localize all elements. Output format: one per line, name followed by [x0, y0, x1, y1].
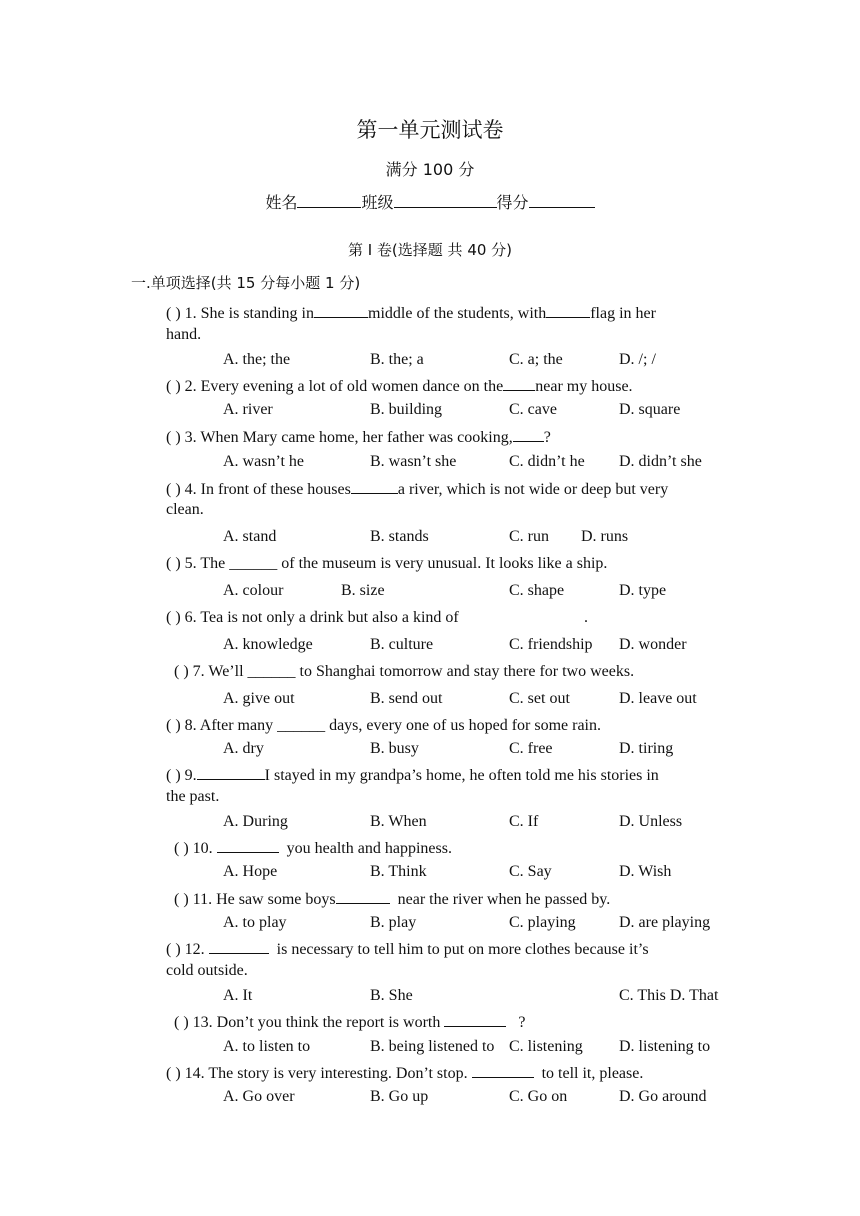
- q6-option-c[interactable]: C. friendship: [509, 636, 593, 653]
- q11-option-a[interactable]: A. to play: [223, 914, 287, 931]
- q1-text-b: middle of the students, with: [368, 305, 547, 322]
- q10-blank[interactable]: [217, 837, 279, 853]
- q6-option-a[interactable]: A. knowledge: [223, 636, 313, 653]
- q5-option-b[interactable]: B. size: [341, 582, 385, 599]
- question-9: [166, 764, 659, 786]
- question-13: [174, 1011, 525, 1033]
- q10-option-b[interactable]: B. Think: [370, 863, 427, 880]
- q4-option-c[interactable]: C. run: [509, 528, 549, 545]
- q12-option-cd[interactable]: C. This D. That: [619, 987, 719, 1004]
- q13-text-b: ?: [518, 1014, 526, 1031]
- q4-text-b: a river, which is not wide or deep but very: [397, 481, 669, 498]
- q3-blank[interactable]: [513, 426, 544, 442]
- question-7: ( ) 7. We’ll ______ to Shanghai tomorrow and stay there for two weeks.: [174, 663, 635, 680]
- q4-blank[interactable]: [351, 478, 398, 494]
- q1-option-a[interactable]: A. the; the: [223, 351, 291, 368]
- q3-text-b: ?: [543, 429, 551, 446]
- q2-text-a: ( ) 2. Every evening a lot of old women dance on the: [166, 378, 504, 395]
- q4-option-a[interactable]: A. stand: [223, 528, 277, 545]
- q12-continuation: cold outside.: [166, 962, 248, 979]
- q7-option-c[interactable]: C. set out: [509, 690, 570, 707]
- q10-text-b: you health and happiness.: [286, 840, 452, 857]
- q6-option-d[interactable]: D. wonder: [619, 636, 687, 653]
- q8-option-b[interactable]: B. busy: [370, 740, 419, 757]
- question-2: [166, 375, 633, 397]
- name-label: 姓名: [265, 193, 298, 212]
- q2-option-c[interactable]: C. cave: [509, 401, 557, 418]
- q2-option-d[interactable]: D. square: [619, 401, 681, 418]
- q9-option-a[interactable]: A. During: [223, 813, 288, 830]
- name-blank[interactable]: [297, 193, 361, 208]
- q9-option-c[interactable]: C. If: [509, 813, 539, 830]
- q14-option-b[interactable]: B. Go up: [370, 1088, 429, 1105]
- q11-option-d[interactable]: D. are playing: [619, 914, 711, 931]
- question-8: ( ) 8. After many ______ days, every one of us hoped for some rain.: [166, 717, 601, 734]
- question-5: ( ) 5. The ______ of the museum is very unusual. It looks like a ship.: [166, 555, 608, 572]
- q1-blank-1[interactable]: [314, 302, 368, 318]
- q1-text-a: ( ) 1. She is standing in: [166, 305, 314, 322]
- q11-text-a: ( ) 11. He saw some boys: [174, 891, 336, 908]
- q4-continuation: clean.: [166, 501, 204, 518]
- q10-option-d[interactable]: D. Wish: [619, 863, 672, 880]
- q11-option-c[interactable]: C. playing: [509, 914, 576, 931]
- q1-option-d[interactable]: D. /; /: [619, 351, 656, 368]
- q3-option-c[interactable]: C. didn’t he: [509, 453, 585, 470]
- q12-text-a: ( ) 12.: [166, 941, 205, 958]
- q14-option-a[interactable]: A. Go over: [223, 1088, 295, 1105]
- section-heading: 一.单项选择(共 15 分每小题 1 分): [131, 274, 361, 292]
- q9-continuation: the past.: [166, 788, 220, 805]
- q2-blank[interactable]: [503, 375, 535, 391]
- q1-option-c[interactable]: C. a; the: [509, 351, 563, 368]
- q1-option-b[interactable]: B. the; a: [370, 351, 424, 368]
- q9-text-a: ( ) 9.: [166, 767, 197, 784]
- q2-option-a[interactable]: A. river: [223, 401, 273, 418]
- q5-option-a[interactable]: A. colour: [223, 582, 284, 599]
- q3-option-a[interactable]: A. wasn’t he: [223, 453, 305, 470]
- q8-option-c[interactable]: C. free: [509, 740, 553, 757]
- q14-text-a: ( ) 14. The story is very interesting. Don’t stop.: [166, 1065, 468, 1082]
- q13-option-b[interactable]: B. being listened to: [370, 1038, 495, 1055]
- total-score: 满分 100 分: [385, 160, 475, 179]
- q7-option-b[interactable]: B. send out: [370, 690, 443, 707]
- class-blank[interactable]: [394, 193, 497, 208]
- q2-text-b: near my house.: [535, 378, 633, 395]
- question-10: [174, 837, 452, 859]
- part-heading: 第 I 卷(选择题 共 40 分): [347, 241, 513, 259]
- score-blank[interactable]: [529, 193, 595, 208]
- q8-option-d[interactable]: D. tiring: [619, 740, 674, 757]
- q14-option-c[interactable]: C. Go on: [509, 1088, 568, 1105]
- q1-text-c: flag in her: [590, 305, 656, 322]
- question-6: ( ) 6. Tea is not only a drink but also a kind of: [166, 609, 459, 626]
- q1-continuation: hand.: [166, 326, 202, 343]
- q13-blank[interactable]: [444, 1011, 506, 1027]
- q11-blank[interactable]: [336, 888, 390, 904]
- student-info-line: [0, 190, 860, 213]
- q12-option-a[interactable]: A. It: [223, 987, 253, 1004]
- q14-text-b: to tell it, please.: [541, 1065, 644, 1082]
- q6-option-b[interactable]: B. culture: [370, 636, 434, 653]
- q1-blank-2[interactable]: [546, 302, 590, 318]
- q9-blank[interactable]: [197, 764, 265, 780]
- q4-option-b[interactable]: B. stands: [370, 528, 429, 545]
- q5-option-d[interactable]: D. type: [619, 582, 667, 599]
- q5-option-c[interactable]: C. shape: [509, 582, 565, 599]
- q14-option-d[interactable]: D. Go around: [619, 1088, 707, 1105]
- q13-option-d[interactable]: D. listening to: [619, 1038, 711, 1055]
- question-11: [174, 888, 610, 910]
- q3-option-b[interactable]: B. wasn’t she: [370, 453, 457, 470]
- question-1: [166, 302, 656, 324]
- q13-option-a[interactable]: A. to listen to: [223, 1038, 311, 1055]
- page-title: 第一单元测试卷: [356, 118, 504, 142]
- q12-option-b[interactable]: B. She: [370, 987, 413, 1004]
- q10-text-a: ( ) 10.: [174, 840, 213, 857]
- q3-option-d[interactable]: D. didn’t she: [619, 453, 702, 470]
- q7-option-d[interactable]: D. leave out: [619, 690, 697, 707]
- q11-text-b: near the river when he passed by.: [397, 891, 611, 908]
- q9-option-d[interactable]: D. Unless: [619, 813, 683, 830]
- q8-option-a[interactable]: A. dry: [223, 740, 264, 757]
- question-3: [166, 426, 551, 448]
- q4-text-a: ( ) 4. In front of these houses: [166, 481, 351, 498]
- q13-option-c[interactable]: C. listening: [509, 1038, 583, 1055]
- q11-option-b[interactable]: B. play: [370, 914, 417, 931]
- score-label: 得分: [496, 193, 529, 212]
- q13-text-a: ( ) 13. Don’t you think the report is worth: [174, 1014, 441, 1031]
- q4-option-d[interactable]: D. runs: [581, 528, 629, 545]
- q12-text-b: is necessary to tell him to put on more clothes because it’s: [276, 941, 649, 958]
- q2-option-b[interactable]: B. building: [370, 401, 443, 418]
- question-12: [166, 938, 649, 960]
- q6-period: .: [584, 609, 588, 626]
- class-label: 班级: [361, 193, 394, 212]
- q14-blank[interactable]: [472, 1062, 534, 1078]
- question-4: [166, 478, 668, 500]
- q10-option-c[interactable]: C. Say: [509, 863, 552, 880]
- q7-option-a[interactable]: A. give out: [223, 690, 295, 707]
- q12-blank[interactable]: [209, 938, 269, 954]
- question-14: [166, 1062, 643, 1084]
- q10-option-a[interactable]: A. Hope: [223, 863, 278, 880]
- q9-option-b[interactable]: B. When: [370, 813, 427, 830]
- q3-text-a: ( ) 3. When Mary came home, her father was cooking,: [166, 429, 513, 446]
- q9-text-b: I stayed in my grandpa’s home, he often told me his stories in: [264, 767, 659, 784]
